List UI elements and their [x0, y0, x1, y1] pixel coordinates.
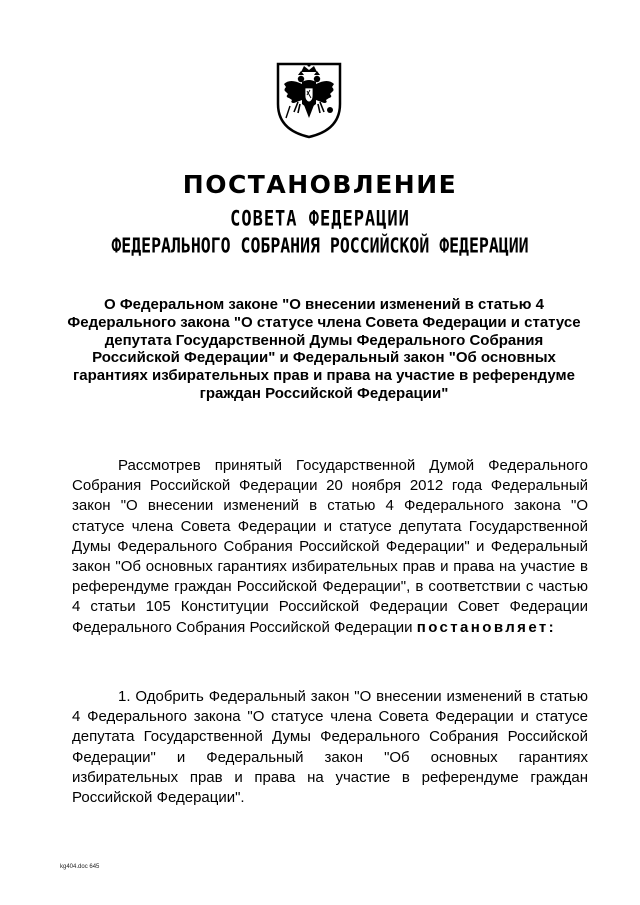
footer-file-reference: kg404.doc 645 — [60, 864, 100, 870]
preamble-text: Рассмотрев принятый Государственной Думой Федерального Собрания Российской Федерации 20 ноября 2012 года Федеральный закон "О внесении изменений в статью 4 Федерального закона "О статусе члена Совета Федерации и статусе депутата Государственной Думы Федерального Собрания Российской Федерации" и Федеральный закон "Об основных гарантиях избирательных прав и права на участие в референдуме граждан Российской Федерации", в соответствии с частью 4 статьи 105 Конституции Российской Федерации Совет Федерации Федерального Собрания Российской Федерации — [72, 457, 588, 636]
document-type-title: ПОСТАНОВЛЕНИЕ — [182, 170, 458, 199]
preamble-paragraph — [72, 456, 588, 638]
clause-1-paragraph: 1. Одобрить Федеральный закон "О внесении изменений в статью 4 Федерального закона "О статусе члена Совета Федерации и статусе депутата Государственной Думы Федерального Собрания Российской Федерации" и Федеральный закон "Об основных гарантиях избирательных прав и права на участие в референдуме граждан Российской Федерации". — [72, 688, 588, 807]
coat-of-arms-icon — [274, 60, 344, 140]
document-subject: О Федеральном законе "О внесении изменений в статью 4 Федерального закона "О статусе члена Совета Федерации и статусе депутата Государственной Думы Федерального Собрания Российской Федерации" и Федеральный закон "Об основных гарантиях избирательных прав и права на участие в референдуме граждан Российской Федерации" — [67, 296, 581, 402]
issuer-line-council: СОВЕТА ФЕДЕРАЦИИ — [230, 206, 410, 232]
resolves-word: постановляет: — [416, 618, 557, 636]
issuer-line-federal-assembly: ФЕДЕРАЛЬНОГО СОБРАНИЯ РОССИЙСКОЙ ФЕДЕРАЦИИ — [111, 233, 529, 258]
